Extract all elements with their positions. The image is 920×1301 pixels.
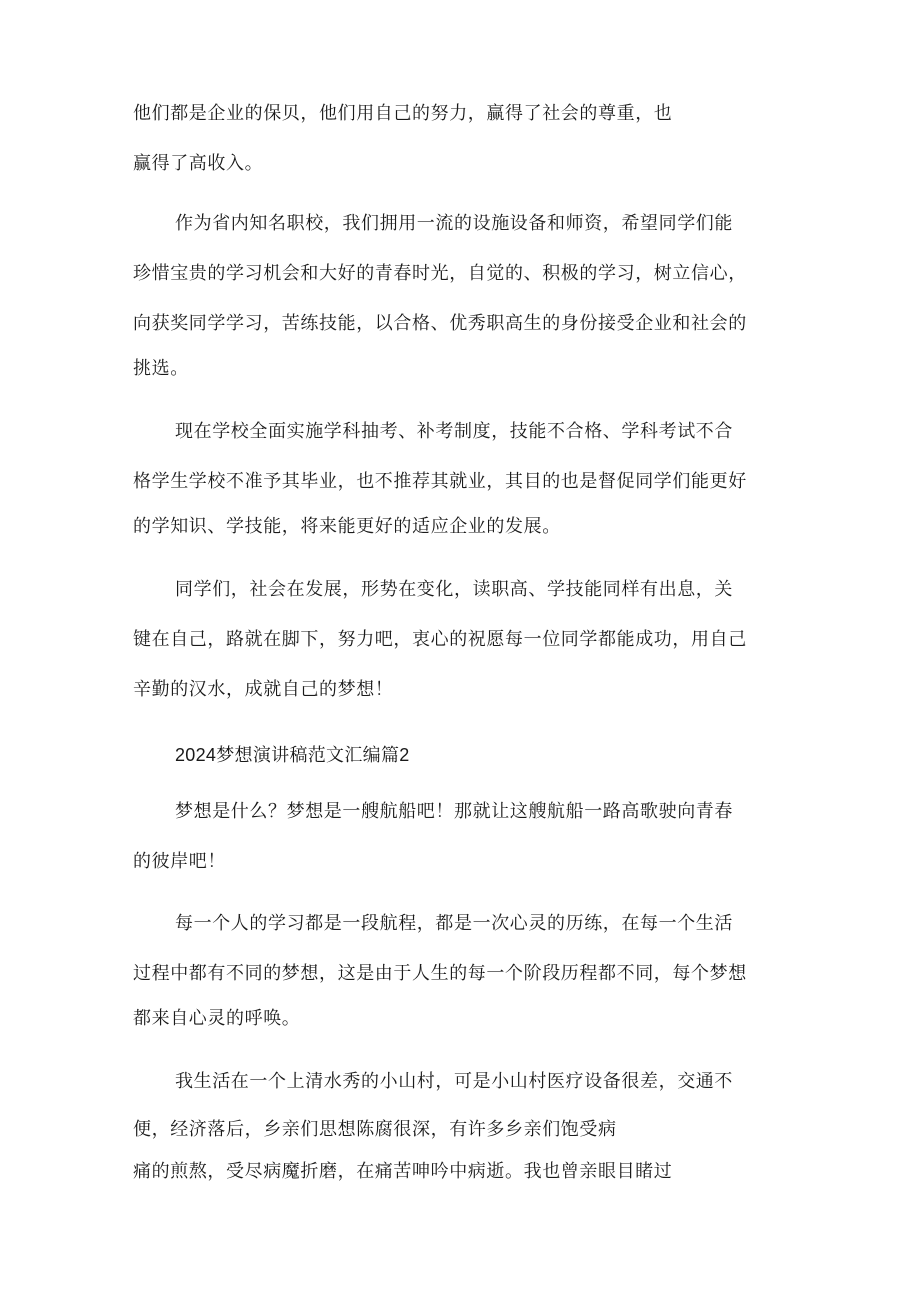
text-line: 便，经济落后，乡亲们思想陈腐很深，有许多乡亲们饱受病	[133, 1119, 617, 1140]
text-line: 梦想是什么？梦想是一艘航船吧！那就让这艘航船一路高歌驶向青春	[175, 801, 733, 822]
text-line: 挑选。	[133, 358, 189, 379]
text-line: 向获奖同学学习，苦练技能，以合格、优秀职高生的身份接受企业和社会的	[133, 313, 747, 334]
text-line: 辛勤的汉水，成就自己的梦想！	[133, 679, 394, 700]
text-line: 他们都是企业的保贝，他们用自己的努力，赢得了社会的尊重，也	[133, 103, 673, 124]
text-line: 过程中都有不同的梦想，这是由于人生的每一个阶段历程都不同，每个梦想	[133, 963, 747, 984]
text-line: 珍惜宝贵的学习机会和大好的青春时光，自觉的、积极的学习，树立信心，	[133, 263, 747, 284]
text-line: 现在学校全面实施学科抽考、补考制度，技能不合格、学科考试不合	[175, 421, 733, 442]
text-line: 痛的煎熬，受尽病魔折磨，在痛苦呻吟中病逝。我也曾亲眼目睹过	[133, 1161, 673, 1182]
text-line: 我生活在一个上清水秀的小山村，可是小山村医疗设备很差，交通不	[175, 1071, 733, 1092]
text-line: 作为省内知名职校，我们拥用一流的设施设备和师资，希望同学们能	[175, 213, 733, 234]
text-line: 每一个人的学习都是一段航程，都是一次心灵的历练，在每一个生活	[175, 913, 733, 934]
text-line: 格学生学校不准予其毕业，也不推荐其就业，其目的也是督促同学们能更好	[133, 471, 747, 492]
text-line: 键在自己，路就在脚下，努力吧，衷心的祝愿每一位同学都能成功，用自己	[133, 629, 747, 650]
text-line: 都来自心灵的呼唤。	[133, 1008, 301, 1029]
text-line: 赢得了高收入。	[133, 153, 264, 174]
section-heading: 2024梦想演讲稿范文汇编篇2	[175, 745, 410, 765]
text-line: 的彼岸吧！	[133, 851, 226, 872]
text-line: 同学们，社会在发展，形势在变化，读职高、学技能同样有出息，关	[175, 579, 733, 600]
text-line: 的学知识、学技能，将来能更好的适应企业的发展。	[133, 516, 561, 537]
